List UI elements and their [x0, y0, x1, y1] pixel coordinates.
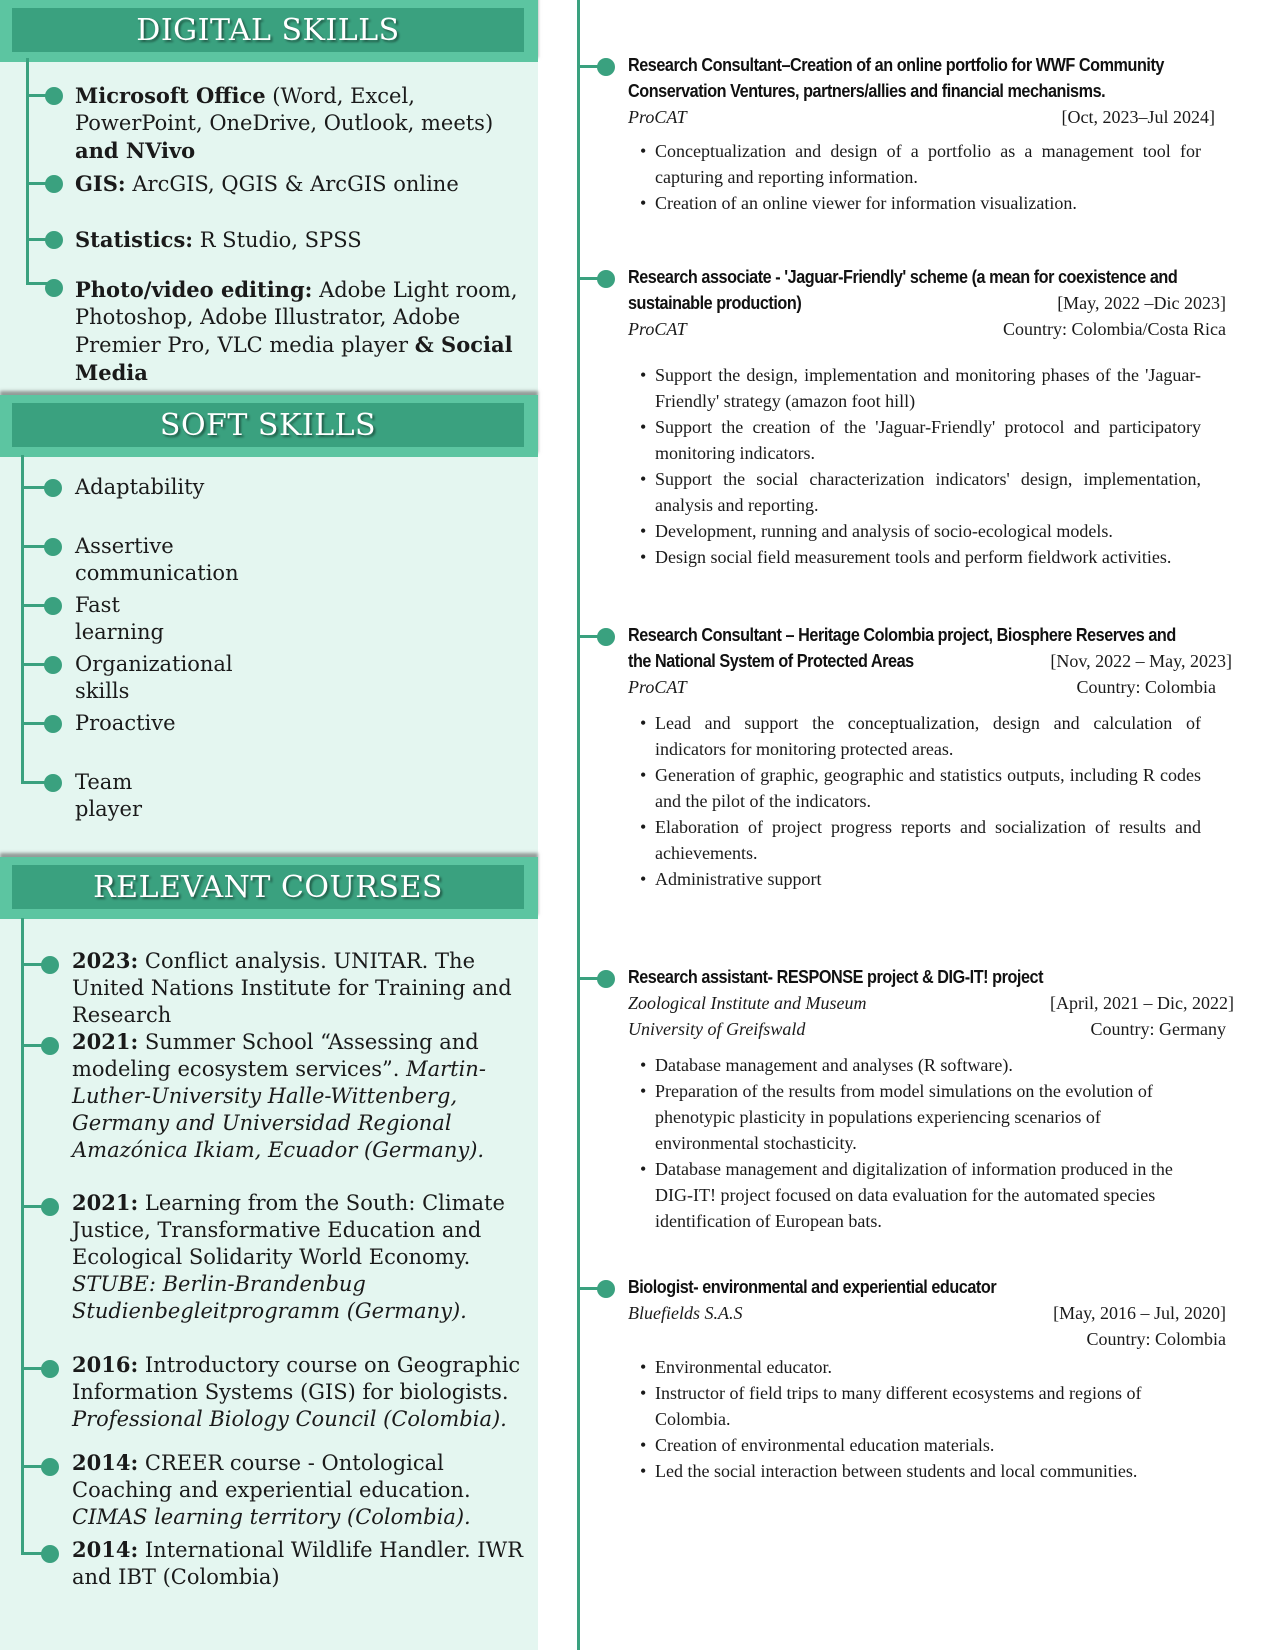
bullet-item: • Support the creation of the 'Jaguar-Friendly' protocol and participatory monitoring indicators. [628, 414, 1201, 466]
courses-header [0, 857, 538, 919]
bullet-dot-icon [44, 538, 62, 556]
bullet-item: • Elaboration of project progress reports and socialization of results and achievements. [628, 814, 1201, 866]
bullet-item: • Creation of an online viewer for information visualization. [628, 190, 1201, 216]
country: Country: Colombia [1076, 677, 1216, 697]
bullet-item: • Development, running and analysis of socio-ecological models. [628, 518, 1201, 544]
job-meta-row [628, 674, 1228, 700]
bullet-dot-icon [45, 175, 63, 193]
timeline-dot-icon [597, 970, 615, 988]
job-bullets [628, 138, 1228, 216]
date-range: [May, 2016 – Jul, 2020] [1053, 1303, 1226, 1323]
bullet-dot-icon [44, 656, 62, 674]
left-column: DIGITAL SKILLS Microsoft Office (Word, Excel, PowerPoint, OneDrive, Outlook, meets) and NVivo GIS: ArcGIS, QGIS & ArcGIS online Statistics: R Studio, SPSS Photo/video editing: Adobe Light room, Photoshop, Adobe Illustrator, Adobe Premier Pro, VLC media player & Social Media SOFT SKILLS Adaptability Assertive communication Fast learning Organizational skills Proactive Team player RELEVANT COURSES 2023: Conflict analysis. UNITAR. The United Nations Institute for Training and Research 2021: Summer School “Assessing and modeling ecosystem services”. Martin-Luther-University Halle-Wittenberg, Germany and Universidad Regional Amazónica Ikiam, Ecuador (Germany). 2021: Learning from the South: Climate Justice, Transformative Education and Ecological Solidarity World Economy. STUBE: Berlin-Brandenbug Studienbegleitprogramm (Germany). 2016: Introductory course on Geographic Information Systems (GIS) for biologists. Professional Biology Council (Colombia). 2014: CREER course - Ontological Coaching and experiential education. CIMAS learning territory (Colombia). 2014: International Wildlife Handler. IWR and IBT (Colombia) [0, 0, 538, 1650]
organization: Zoological Institute and Museum [628, 993, 867, 1013]
bullet-item: • Support the social characterization indicators' design, implementation, analysis and reporting. [628, 466, 1201, 518]
job-meta-row [628, 104, 1228, 130]
timeline-dot-icon [597, 628, 615, 646]
bullet-dot-icon [44, 715, 62, 733]
job-title: Research associate - 'Jaguar-Friendly' scheme (a mean for coexistence and sustainable production) [628, 267, 1178, 313]
timeline-dot-icon [597, 58, 615, 76]
bullet-dot-icon [44, 774, 62, 792]
bullet-dot-icon [41, 1198, 59, 1216]
bullet-item: • Instructor of field trips to many different ecosystems and regions of Colombia. [628, 1380, 1201, 1432]
organization: Bluefields S.A.S [628, 1303, 743, 1323]
timeline-dot-icon [597, 1280, 615, 1298]
bullet-item: • Preparation of the results from model simulations on the evolution of phenotypic plasticity in populations experiencing scenarios of environmental stochasticity. [628, 1078, 1201, 1156]
soft-skills-header [0, 395, 538, 457]
bullet-dot-icon [45, 87, 63, 105]
organization: University of Greifswald [628, 1019, 806, 1039]
timeline-dot-icon [597, 270, 615, 288]
tree-line [26, 58, 29, 284]
job-meta-row [628, 1326, 1228, 1352]
section-title: RELEVANT COURSES [93, 869, 443, 905]
date-range: [Nov, 2022 – May, 2023] [1050, 651, 1232, 671]
country: Country: Germany [1090, 1019, 1226, 1039]
bullet-item: • Generation of graphic, geographic and statistics outputs, including R codes and the pilot of the indicators. [628, 762, 1201, 814]
bullet-dot-icon [41, 1545, 59, 1563]
digital-skills-header [0, 0, 538, 62]
job-title: Research assistant- RESPONSE project & DIG-IT! project [628, 967, 1044, 987]
bullet-dot-icon [44, 479, 62, 497]
bullet-item: • Environmental educator. [628, 1354, 1201, 1380]
country: Country: Colombia [1086, 1329, 1226, 1349]
bullet-item: • Led the social interaction between students and local communities. [628, 1458, 1201, 1484]
country: Country: Colombia/Costa Rica [1003, 319, 1226, 339]
bullet-dot-icon [45, 279, 63, 297]
job-bullets [628, 710, 1228, 892]
bullet-dot-icon [45, 231, 63, 249]
job-title: Biologist- environmental and experiential educator [628, 1277, 997, 1297]
date-range: [May, 2022 –Dic 2023] [1057, 293, 1226, 313]
bullet-dot-icon [41, 956, 59, 974]
job-meta-row [628, 1016, 1228, 1042]
job-bullets [628, 1052, 1228, 1234]
organization: ProCAT [628, 677, 687, 697]
job-title: Research Consultant–Creation of an online portfolio for WWF Community Conservation Ventures, partners/allies and financial mechanisms. [628, 55, 1164, 101]
job-bullets [628, 362, 1228, 570]
bullet-item: • Database management and analyses (R software). [628, 1052, 1201, 1078]
organization: ProCAT [628, 319, 687, 339]
job-title: Research Consultant – Heritage Colombia project, Biosphere Reserves and the National System of Protected Areas [628, 625, 1176, 671]
job-bullets [628, 1354, 1228, 1484]
bullet-dot-icon [44, 597, 62, 615]
bullet-item: • Conceptualization and design of a portfolio as a management tool for capturing and reporting information. [628, 138, 1201, 190]
bullet-item: • Creation of environmental education materials. [628, 1432, 1201, 1458]
tree-line [21, 918, 24, 1554]
bullet-dot-icon [41, 1458, 59, 1476]
bullet-item: • Support the design, implementation and monitoring phases of the 'Jaguar-Friendly' strategy (amazon foot hill) [628, 362, 1201, 414]
tree-line [21, 455, 24, 781]
experience-timeline-line [577, 0, 580, 1650]
bullet-dot-icon [41, 1037, 59, 1055]
bullet-item: • Lead and support the conceptualization, design and calculation of indicators for monitoring protected areas. [628, 710, 1201, 762]
job-meta-row [628, 316, 1228, 342]
date-range: [Oct, 2023–Jul 2024] [1061, 107, 1215, 127]
date-range: [April, 2021 – Dic, 2022] [1050, 993, 1234, 1013]
organization: ProCAT [628, 107, 687, 127]
bullet-item: • Design social field measurement tools and perform fieldwork activities. [628, 544, 1201, 570]
bullet-item: • Administrative support [628, 866, 1201, 892]
bullet-dot-icon [41, 1360, 59, 1378]
section-title: DIGITAL SKILLS [136, 12, 400, 48]
section-title: SOFT SKILLS [159, 407, 377, 443]
job-meta-row [628, 1300, 1228, 1326]
job-meta-row [628, 990, 1234, 1016]
bullet-item: • Database management and digitalization of information produced in the DIG-IT! project focused on data evaluation for the automated species identification of European bats. [628, 1156, 1201, 1234]
